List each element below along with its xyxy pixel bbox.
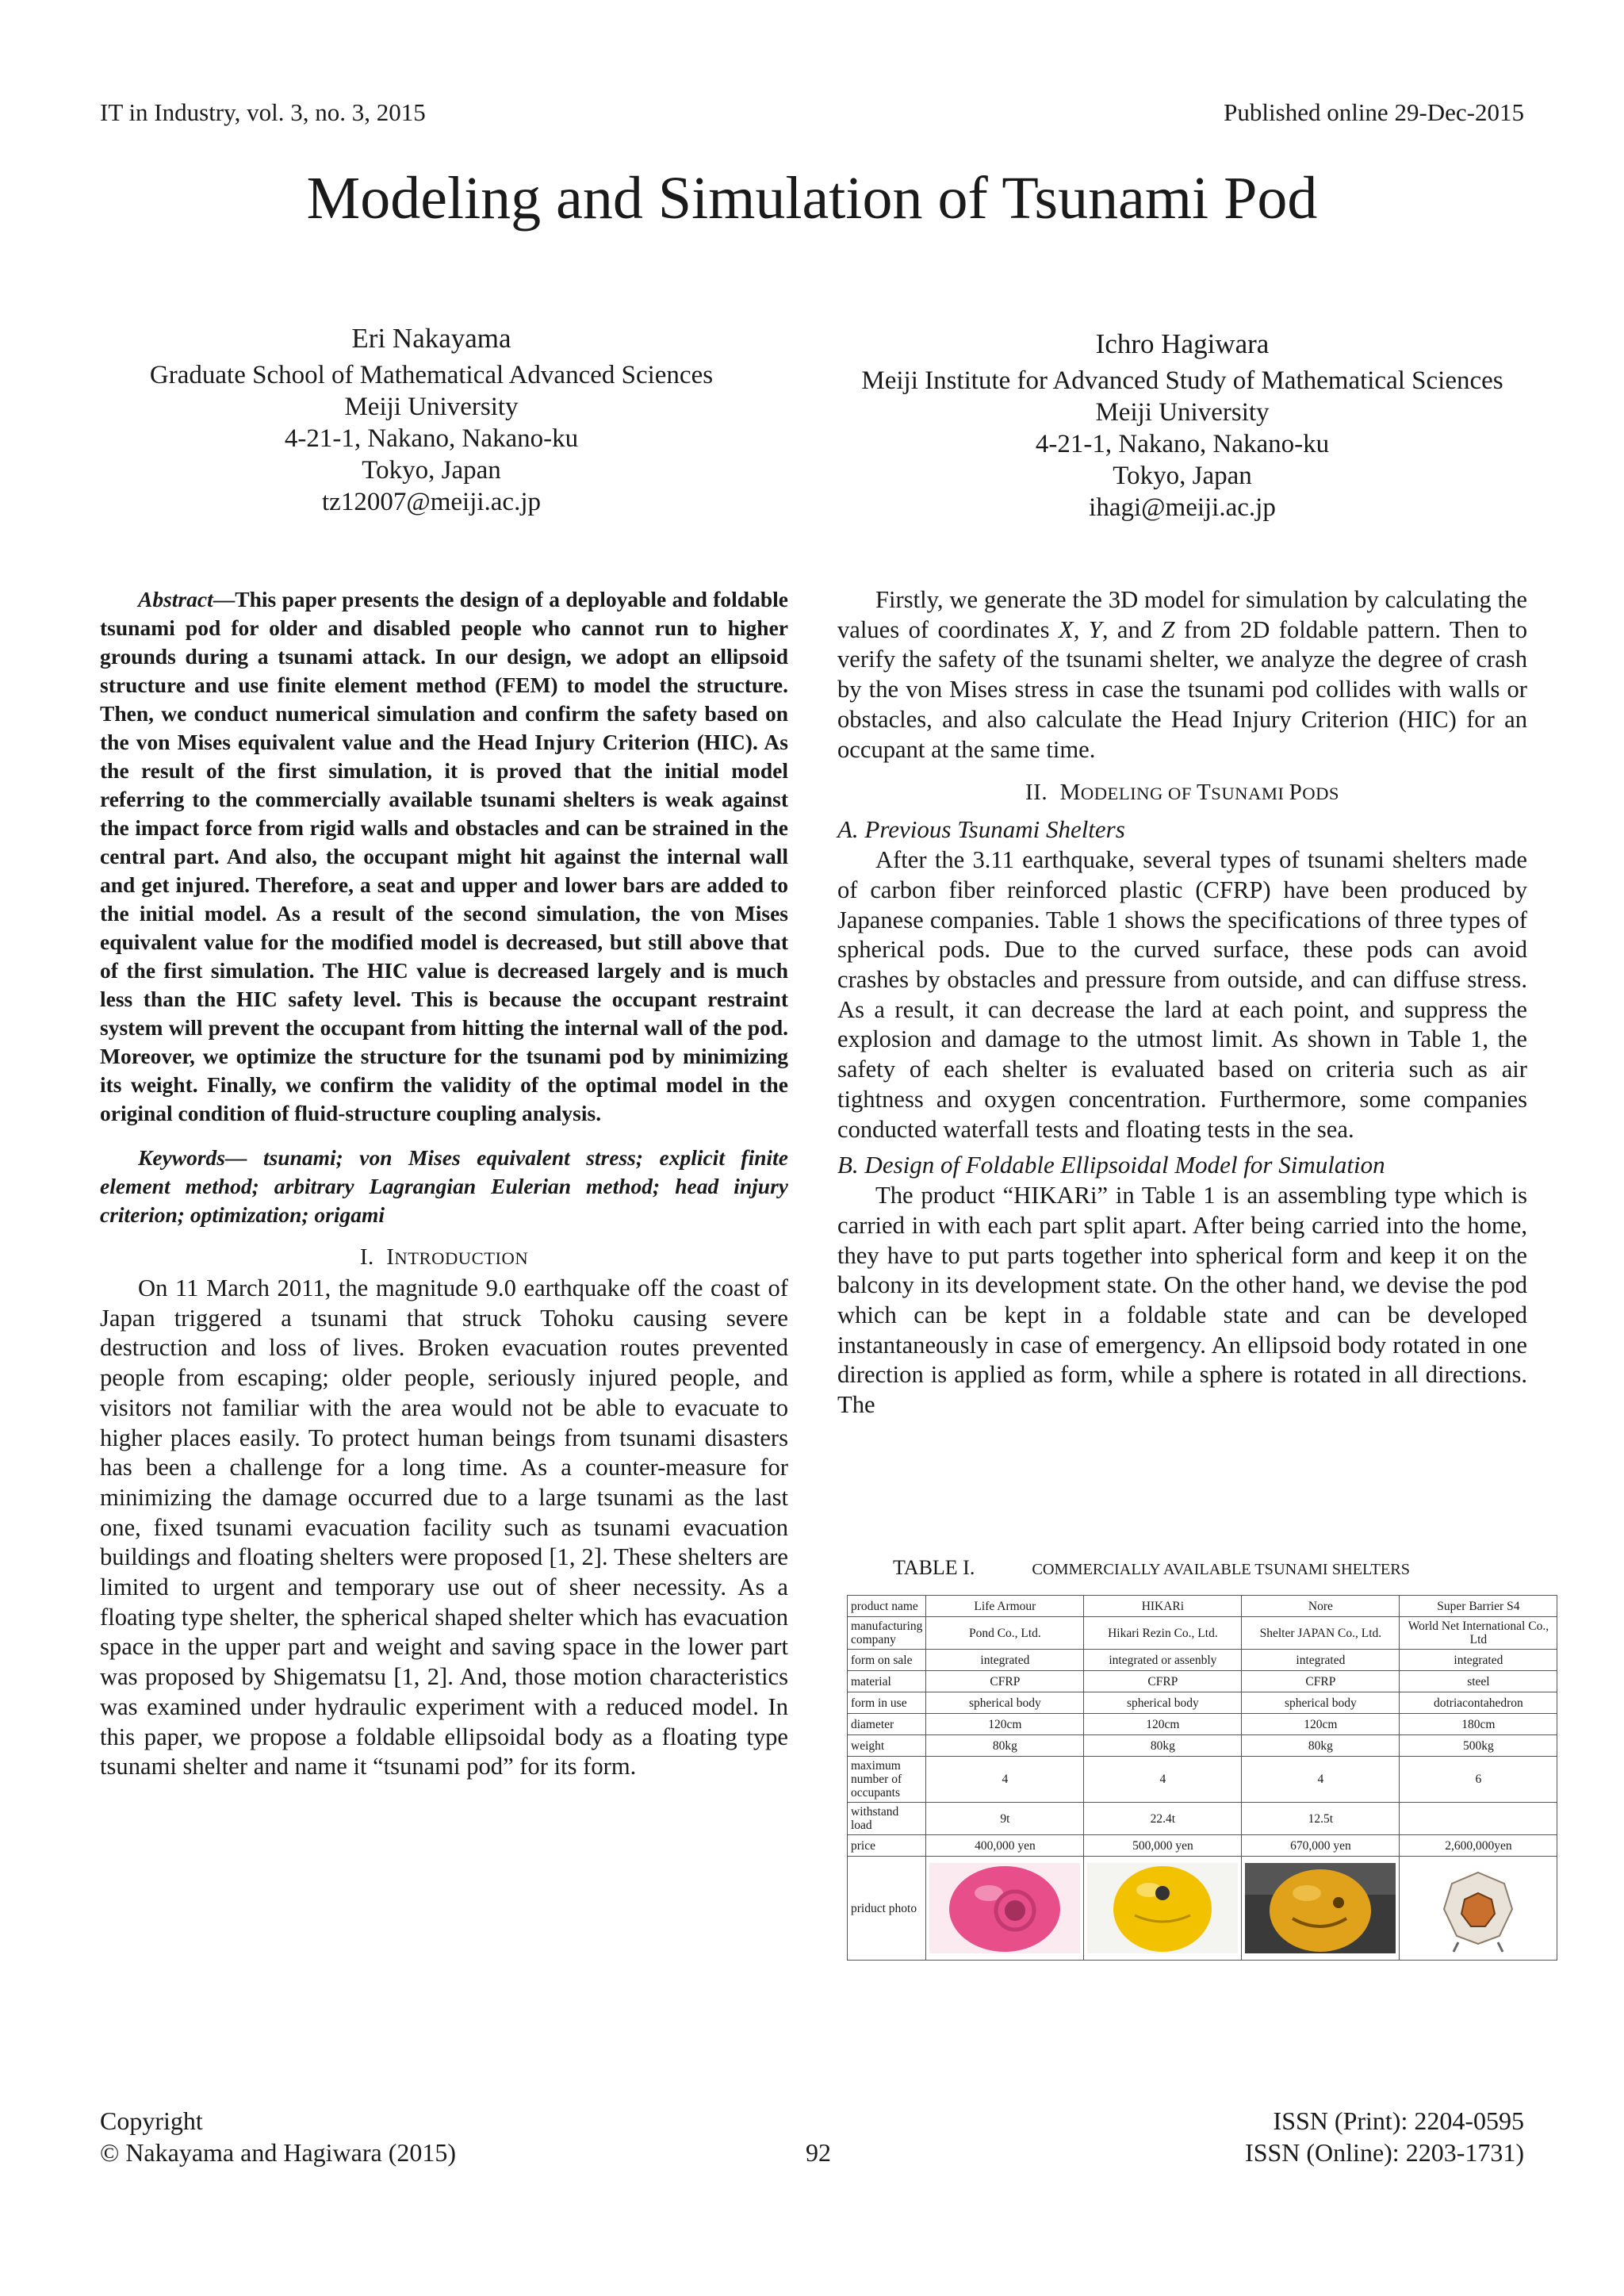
table-row (848, 1757, 1557, 1803)
table-cell: CFRP (1242, 1671, 1400, 1692)
table-cell: 22.4t (1084, 1803, 1242, 1835)
table-cell: integrated (1242, 1650, 1400, 1671)
table-cell (1400, 1857, 1557, 1961)
hikari-photo (1087, 1863, 1238, 1953)
table-cell: HIKARi (1084, 1596, 1242, 1617)
subsection-heading-b: B. Design of Foldable Ellipsoidal Model for Simulation (837, 1151, 1385, 1179)
table-cell: 80kg (1084, 1735, 1242, 1757)
table-cell: withstand load (848, 1803, 926, 1835)
table-row (848, 1735, 1557, 1757)
left-column (100, 585, 788, 1782)
table-cell (1400, 1803, 1557, 1835)
table-cell: CFRP (1084, 1671, 1242, 1692)
subsection-a-paragraph: After the 3.11 earthquake, several types of tsunami shelters made of carbon fiber reinforced plastic (CFRP) have been produced by Japanese companies. Table 1 shows the specifications of three types of spherical pods. Due to the curved surface, these pods can avoid crashes by obstacles and pressure from outside, and can diffuse stress. As a result, it can decrease the lard at each point, and suppress the explosion and damage to the utmost limit. As shown in Table 1, the safety of each shelter is evaluated based on criteria such as air tightness and oxygen concentration. Furthermore, some companies conducted waterfall tests and floating tests in the sea. (837, 846, 1527, 1143)
table-cell: 80kg (926, 1735, 1084, 1757)
table-cell (1242, 1857, 1400, 1961)
page-number: 92 (806, 2138, 831, 2167)
table-cell: Nore (1242, 1596, 1400, 1617)
table-cell: CFRP (926, 1671, 1084, 1692)
table-row (848, 1617, 1557, 1650)
issn-print: ISSN (Print): 2204-0595 (1273, 2106, 1524, 2135)
table-cell: Pond Co., Ltd. (926, 1617, 1084, 1650)
table-cell: Life Armour (926, 1596, 1084, 1617)
table-caption (893, 1556, 1410, 1580)
table-cell: form in use (848, 1692, 926, 1714)
right-column (837, 585, 1527, 1420)
table-row (848, 1835, 1557, 1857)
table-cell: Shelter JAPAN Co., Ltd. (1242, 1617, 1400, 1650)
author-university: Meiji University (1095, 398, 1270, 427)
author-name: Ichro Hagiwara (1095, 328, 1270, 359)
table-cell: World Net International Co., Ltd (1400, 1617, 1557, 1650)
table-cell: form on sale (848, 1650, 926, 1671)
copyright-block (100, 2105, 456, 2168)
subsection-b-paragraph: The product “HIKARi” in Table 1 is an assembling type which is carried in with each part split apart. After being carried into the home, they have to put parts together into spherical form and keep it on the balcony in its development state. On the other hand, we devise the pod which can be kept in a foldable state and can be developed instantaneously in case of emergency. An ellipsoid body rotated in one direction is applied as form, while a sphere is rotated in all directions. The (837, 1182, 1527, 1419)
table-cell: weight (848, 1735, 926, 1757)
table-row (848, 1857, 1557, 1961)
author-name: Eri Nakayama (351, 323, 511, 354)
author-address: 4-21-1, Nakano, Nakano-ku (284, 424, 579, 453)
table-cell: 4 (926, 1757, 1084, 1803)
table-cell: 6 (1400, 1757, 1557, 1803)
author-university: Meiji University (344, 393, 519, 421)
author-block-1 (100, 323, 763, 518)
table-cell: Hikari Rezin Co., Ltd. (1084, 1617, 1242, 1650)
issn-block (1245, 2105, 1524, 2168)
table-cell: spherical body (926, 1692, 1084, 1714)
introduction-paragraph: On 11 March 2011, the magnitude 9.0 earthquake off the coast of Japan triggered a tsunami that struck Tohoku causing severe destruction and loss of lives. Broken evacuation routes prevented people from escaping; older people, seriously injured people, and visitors not familiar with the area would not be able to evacuate to higher places easily. To protect human beings from tsunami disasters has been a challenge for a long time. As a counter-measure for minimizing the damage occurred due to a large tsunami as the last one, fixed tsunami evacuation facility such as tsunami evacuation buildings and floating shelters were proposed [1, 2]. These shelters are limited to urgent and temporary use out of sheer necessity. As a floating type shelter, the spherical shaped shelter which has evacuation space in the upper part and weight and saving space in the lower part was proposed by Shigematsu [1, 2]. And, those motion characteristics was examined under hydraulic experiment with a reduced model. In this paper, we propose a foldable ellipsoidal body as a floating type tsunami shelter and name it “tsunami pod” for its form. (100, 1274, 788, 1780)
table-cell (926, 1857, 1084, 1961)
life-armour-photo (929, 1863, 1080, 1953)
table-cell: integrated or assenbly (1084, 1650, 1242, 1671)
author-email[interactable]: tz12007@meiji.ac.jp (322, 488, 541, 516)
table-cell: 500,000 yen (1084, 1835, 1242, 1857)
table-cell: 120cm (926, 1714, 1084, 1735)
section-number: I. (359, 1244, 374, 1270)
table-cell: material (848, 1671, 926, 1692)
author-address: 4-21-1, Nakano, Nakano-ku (1035, 430, 1330, 458)
author-block-2 (837, 328, 1527, 523)
section-heading-modeling: II. MODELING OF TSUNAMI PODS (1025, 780, 1339, 806)
var-x: X (1059, 615, 1074, 643)
paper-title: Modeling and Simulation of Tsunami Pod (306, 165, 1318, 232)
abstract (100, 585, 788, 1128)
table-cell: 500kg (1400, 1735, 1557, 1757)
table-cell: Super Barrier S4 (1400, 1596, 1557, 1617)
table-cell: 120cm (1084, 1714, 1242, 1735)
copyright-holder: © Nakayama and Hagiwara (2015) (100, 2138, 457, 2167)
issn-online: ISSN (Online): 2203-1731) (1245, 2138, 1524, 2167)
super-barrier-photo (1403, 1863, 1553, 1953)
publication-date: Published online 29-Dec-2015 (1224, 98, 1524, 126)
intro-continuation-paragraph: Firstly, we generate the 3D model for simulation by calculating the values of coordinates X, Y, and Z from 2D foldable pattern. Then to verify the safety of the tsunami shelter, we analyze the degree of crash by the von Mises stress in case the tsunami pod collides with walls or obstacles, and also calculate the Head Injury Criterion (HIC) for an occupant at the same time. (837, 586, 1528, 763)
abstract-label: Abstract (138, 587, 213, 611)
table-row (848, 1596, 1557, 1617)
table-cell: diameter (848, 1714, 926, 1735)
table-cell: 4 (1084, 1757, 1242, 1803)
table-cell: 120cm (1242, 1714, 1400, 1735)
var-y: Y (1088, 615, 1102, 643)
table-row (848, 1650, 1557, 1671)
table-row (848, 1671, 1557, 1692)
author-city: Tokyo, Japan (1113, 462, 1252, 490)
abstract-text: —This paper presents the design of a deployable and foldable tsunami pod for older and disabled people who cannot run to higher grounds during a tsunami attack. In our design, we adopt an ellipsoid structure and use finite element method (FEM) to model the structure. Then, we conduct numerical simulation and confirm the safety based on the von Mises equivalent value and the Head Injury Criterion (HIC). As the result of the first simulation, it is proved that the initial model referring to the commercially available tsunami shelters is weak against the impact force from rigid walls and obstacles and can be strained in the central part. And also, the occupant might hit against the internal wall and get injured. Therefore, a seat and upper and lower bars are added to the initial model. As a result of the second simulation, the von Mises equivalent value for the modified model is decreased, but still above that of the first simulation. The HIC value is decreased largely and is much less than the HIC safety level. This is because the occupant restraint system will prevent the occupant from hitting the internal wall of the pod. Moreover, we optimize the structure for the tsunami pod by minimizing its weight. Finally, we confirm the validity of the optimal model in the original condition of fluid-structure coupling analysis. (100, 587, 788, 1125)
table-cell (1084, 1857, 1242, 1961)
journal-info: IT in Industry, vol. 3, no. 3, 2015 (100, 98, 426, 126)
author-email[interactable]: ihagi@meiji.ac.jp (1089, 493, 1276, 522)
table-cell: priduct photo (848, 1857, 926, 1961)
table-title: COMMERCIALLY AVAILABLE TSUNAMI SHELTERS (1032, 1561, 1411, 1578)
var-z: Z (1161, 615, 1175, 643)
table-cell: dotriacontahedron (1400, 1692, 1557, 1714)
author-affiliation: Graduate School of Mathematical Advanced Sciences (149, 361, 714, 389)
table-cell: spherical body (1084, 1692, 1242, 1714)
section-title-rest: NTRODUCTION (394, 1248, 529, 1268)
nore-photo (1245, 1863, 1396, 1953)
table-cell: steel (1400, 1671, 1557, 1692)
table-cell: 2,600,000yen (1400, 1835, 1557, 1857)
table-cell: integrated (926, 1650, 1084, 1671)
section-heading-introduction (100, 1242, 788, 1274)
author-city: Tokyo, Japan (362, 456, 501, 485)
table-cell: 4 (1242, 1757, 1400, 1803)
shelter-spec-table (847, 1595, 1557, 1961)
table-cell: manufacturing company (848, 1617, 926, 1650)
table-cell: product name (848, 1596, 926, 1617)
table-cell: price (848, 1835, 926, 1857)
table-cell: 80kg (1242, 1735, 1400, 1757)
copyright-label: Copyright (100, 2106, 203, 2135)
table-cell: 12.5t (1242, 1803, 1400, 1835)
table-cell: 9t (926, 1803, 1084, 1835)
keywords: Keywords— tsunami; von Mises equivalent stress; explicit finite element method; arbitrary Lagrangian Eulerian method; head injury criterion; optimization; origami (100, 1145, 788, 1227)
table-cell: maximum number of occupants (848, 1757, 926, 1803)
table-cell: 180cm (1400, 1714, 1557, 1735)
subsection-heading-a: A. Previous Tsunami Shelters (837, 815, 1125, 844)
table-cell: 670,000 yen (1242, 1835, 1400, 1857)
table-cell: 400,000 yen (926, 1835, 1084, 1857)
table-cell: spherical body (1242, 1692, 1400, 1714)
table-number: TABLE I. (893, 1556, 975, 1579)
table-row (848, 1803, 1557, 1835)
section-title-cap: I (386, 1244, 395, 1270)
author-affiliation: Meiji Institute for Advanced Study of Mathematical Sciences (861, 366, 1503, 395)
table-row (848, 1692, 1557, 1714)
table-cell: integrated (1400, 1650, 1557, 1671)
table-row (848, 1714, 1557, 1735)
